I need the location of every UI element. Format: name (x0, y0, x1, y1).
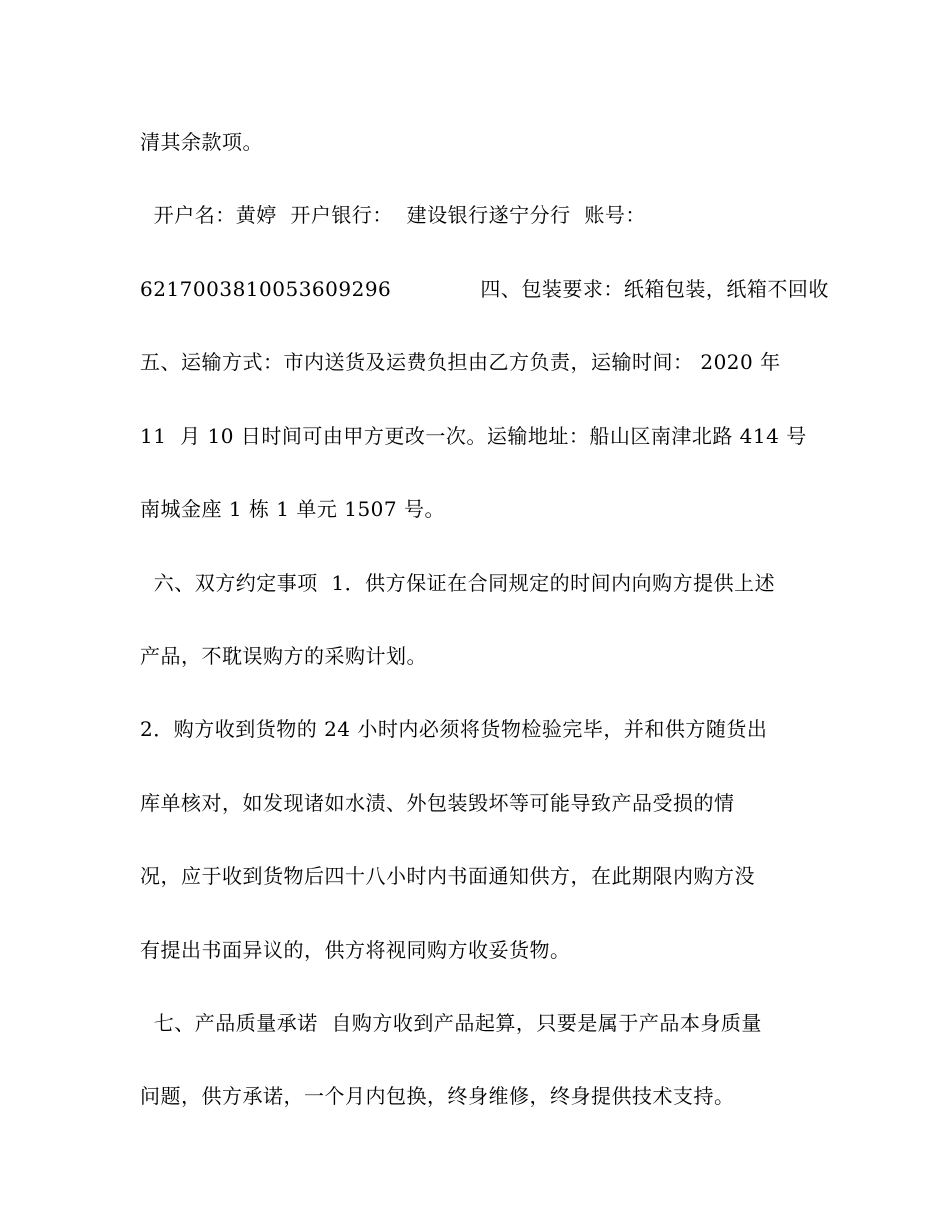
text-line-1: 清其余款项。 (140, 130, 263, 154)
text-line-12: 有提出书面异议的，供方将视同购方收妥货物。 (140, 938, 571, 962)
text-line-9: 2．购方收到货物的 24 小时内必须将货物检验完毕，并和供方随货出 (140, 717, 768, 741)
text-line-7: 六、双方约定事项 1．供方保证在合同规定的时间内向购方提供上述 (140, 571, 776, 595)
text-line-11: 况，应于收到货物后四十八小时内书面通知供方，在此期限内购方没 (140, 864, 755, 888)
text-line-6: 南城金座 1 栋 1 单元 1507 号。 (140, 497, 445, 521)
text-line-14: 问题，供方承诺，一个月内包换，终身维修，终身提供技术支持。 (140, 1084, 735, 1108)
text-line-3: 6217003810053609296 四、包装要求：纸箱包装，纸箱不回收 (140, 277, 829, 301)
text-line-8: 产品，不耽误购方的采购计划。 (140, 644, 427, 668)
text-line-5: 11 月 10 日时间可由甲方更改一次。运输地址：船山区南津北路 414 号 (140, 424, 807, 448)
text-line-10: 库单核对，如发现诸如水渍、外包装毁坏等可能导致产品受损的情 (140, 791, 735, 815)
text-line-13: 七、产品质量承诺 自购方收到产品起算，只要是属于产品本身质量 (140, 1011, 762, 1035)
text-line-2: 开户名：黄婷 开户银行： 建设银行遂宁分行 账号： (140, 203, 646, 227)
text-line-4: 五、运输方式：市内送货及运费负担由乙方负责，运输时间： 2020 年 (140, 350, 781, 374)
